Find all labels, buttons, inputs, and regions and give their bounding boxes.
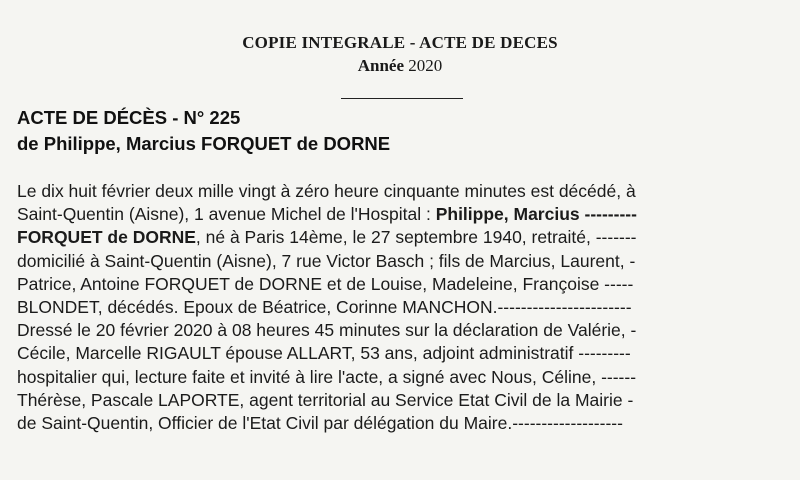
body-line: Thérèse, Pascale LAPORTE, agent territorial au Service Etat Civil de la Mairie -: [17, 389, 634, 410]
body-line: de Saint-Quentin, Officier de l'Etat Civil par délégation du Maire.-------------------: [17, 413, 623, 434]
body-line: BLONDET, décédés. Epoux de Béatrice, Corinne MANCHON.-----------------------: [17, 297, 632, 318]
body-line: Le dix huit février deux mille vingt à zéro heure cinquante minutes est décédé, à: [17, 181, 636, 201]
deceased-surname: FORQUET de DORNE: [17, 227, 196, 248]
acte-number: ACTE DE DÉCÈS - N° 225: [17, 107, 241, 128]
deceased-name-part: Philippe, Marcius ---------: [435, 204, 637, 225]
body-line: Patrice, Antoine FORQUET de DORNE et de Louise, Madeleine, Françoise -----: [17, 273, 634, 294]
document-title: COPIE INTEGRALE - ACTE DE DECES: [242, 33, 558, 52]
body-line: Dressé le 20 février 2020 à 08 heures 45 minutes sur la déclaration de Valérie, -: [17, 320, 637, 341]
document-year-line: [0, 56, 800, 76]
body-line: [17, 226, 787, 249]
year-value: 2020: [408, 56, 443, 75]
acte-subject: de Philippe, Marcius FORQUET de DORNE: [17, 133, 391, 154]
year-label: Année: [357, 56, 405, 75]
body-line: [17, 203, 787, 226]
body-line: domicilié à Saint-Quentin (Aisne), 7 rue Victor Basch ; fils de Marcius, Laurent, -: [17, 250, 636, 271]
body-text-segment: Saint-Quentin (Aisne), 1 avenue Michel de l'Hospital :: [17, 204, 436, 225]
body-line: Cécile, Marcelle RIGAULT épouse ALLART, 53 ans, adjoint administratif ---------: [17, 343, 631, 364]
header-divider: [341, 98, 463, 99]
body-text-segment: , né à Paris 14ème, le 27 septembre 1940, retraité, -------: [195, 227, 637, 248]
acte-heading: [17, 105, 390, 157]
body-line: hospitalier qui, lecture faite et invité à lire l'acte, a signé avec Nous, Céline, ------: [17, 366, 637, 387]
acte-body: [17, 180, 787, 435]
